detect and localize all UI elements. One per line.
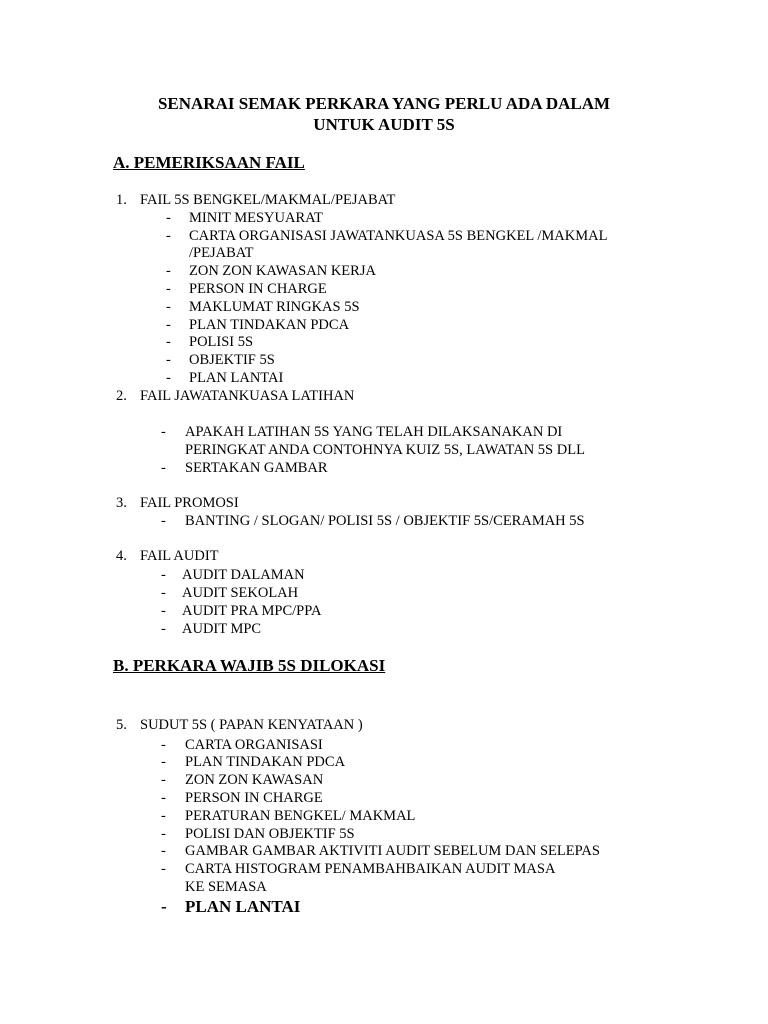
bullet-dash: - <box>161 513 166 529</box>
list-item: APAKAH LATIHAN 5S YANG TELAH DILAKSANAKAN DI <box>185 424 563 440</box>
document-title-line2: UNTUK AUDIT 5S <box>313 115 455 134</box>
section-a-heading: A. PEMERIKSAAN FAIL <box>113 153 305 172</box>
list-item: PLAN TINDAKAN PDCA <box>185 754 346 770</box>
item-label: FAIL 5S BENGKEL/MAKMAL/PEJABAT <box>140 192 396 208</box>
item-label: FAIL JAWATANKUASA LATIHAN <box>140 388 355 404</box>
item-number: 1. <box>116 192 127 208</box>
list-item: OBJEKTIF 5S <box>189 352 275 368</box>
list-item: CARTA ORGANISASI JAWATANKUASA 5S BENGKEL /MAKMAL <box>189 228 608 244</box>
list-item: CARTA ORGANISASI <box>185 737 323 753</box>
bullet-dash: - <box>166 370 171 386</box>
bullet-dash: - <box>161 567 166 583</box>
bullet-dash: - <box>166 263 171 279</box>
bullet-dash: - <box>161 621 166 637</box>
bullet-dash: - <box>161 585 166 601</box>
bullet-dash: - <box>166 228 171 244</box>
item-number: 3. <box>116 495 127 511</box>
list-item: KE SEMASA <box>185 879 267 895</box>
list-item: AUDIT SEKOLAH <box>182 585 299 601</box>
list-item: PLAN LANTAI <box>185 897 301 916</box>
bullet-dash: - <box>161 460 166 476</box>
bullet-dash: - <box>166 352 171 368</box>
list-item: PERINGKAT ANDA CONTOHNYA KUIZ 5S, LAWATAN 5S DLL <box>185 442 585 458</box>
list-item: MAKLUMAT RINGKAS 5S <box>189 299 360 315</box>
item-number: 2. <box>116 388 127 404</box>
list-item: PLAN TINDAKAN PDCA <box>189 317 350 333</box>
list-item: AUDIT PRA MPC/PPA <box>182 603 322 619</box>
bullet-dash: - <box>161 790 166 806</box>
list-item: AUDIT DALAMAN <box>182 567 305 583</box>
item-label: FAIL AUDIT <box>140 548 219 564</box>
list-item: POLISI DAN OBJEKTIF 5S <box>185 826 355 842</box>
list-item: PERSON IN CHARGE <box>189 281 327 297</box>
bullet-dash: - <box>161 843 166 859</box>
item-label: FAIL PROMOSI <box>140 495 239 511</box>
item-number: 4. <box>116 548 127 564</box>
list-item: AUDIT MPC <box>182 621 262 637</box>
bullet-dash: - <box>166 299 171 315</box>
item-number: 5. <box>116 717 127 733</box>
bullet-dash: - <box>161 861 166 877</box>
list-item: ZON ZON KAWASAN KERJA <box>189 263 376 279</box>
bullet-dash: - <box>161 826 166 842</box>
list-item: CARTA HISTOGRAM PENAMBAHBAIKAN AUDIT MASA <box>185 861 556 877</box>
item-label: SUDUT 5S ( PAPAN KENYATAAN ) <box>140 717 363 733</box>
bullet-dash: - <box>166 334 171 350</box>
bullet-dash: - <box>161 808 166 824</box>
bullet-dash: - <box>166 281 171 297</box>
bullet-dash: - <box>161 603 166 619</box>
list-item: MINIT MESYUARAT <box>189 210 323 226</box>
bullet-dash: - <box>161 897 167 916</box>
list-item: ZON ZON KAWASAN <box>185 772 324 788</box>
section-b-heading: B. PERKARA WAJIB 5S DILOKASI <box>113 656 386 675</box>
bullet-dash: - <box>161 424 166 440</box>
bullet-dash: - <box>161 772 166 788</box>
bullet-dash: - <box>166 210 171 226</box>
bullet-dash: - <box>161 737 166 753</box>
list-item: POLISI 5S <box>189 334 254 350</box>
list-item: PERATURAN BENGKEL/ MAKMAL <box>185 808 416 824</box>
bullet-dash: - <box>161 754 166 770</box>
list-item: PLAN LANTAI <box>189 370 284 386</box>
list-item: PERSON IN CHARGE <box>185 790 323 806</box>
list-item: SERTAKAN GAMBAR <box>185 460 328 476</box>
document-title-line1: SENARAI SEMAK PERKARA YANG PERLU ADA DALAM <box>157 94 611 113</box>
list-item: /PEJABAT <box>189 245 254 261</box>
list-item: GAMBAR GAMBAR AKTIVITI AUDIT SEBELUM DAN SELEPAS <box>185 843 600 859</box>
bullet-dash: - <box>166 317 171 333</box>
list-item: BANTING / SLOGAN/ POLISI 5S / OBJEKTIF 5S/CERAMAH 5S <box>185 513 585 529</box>
